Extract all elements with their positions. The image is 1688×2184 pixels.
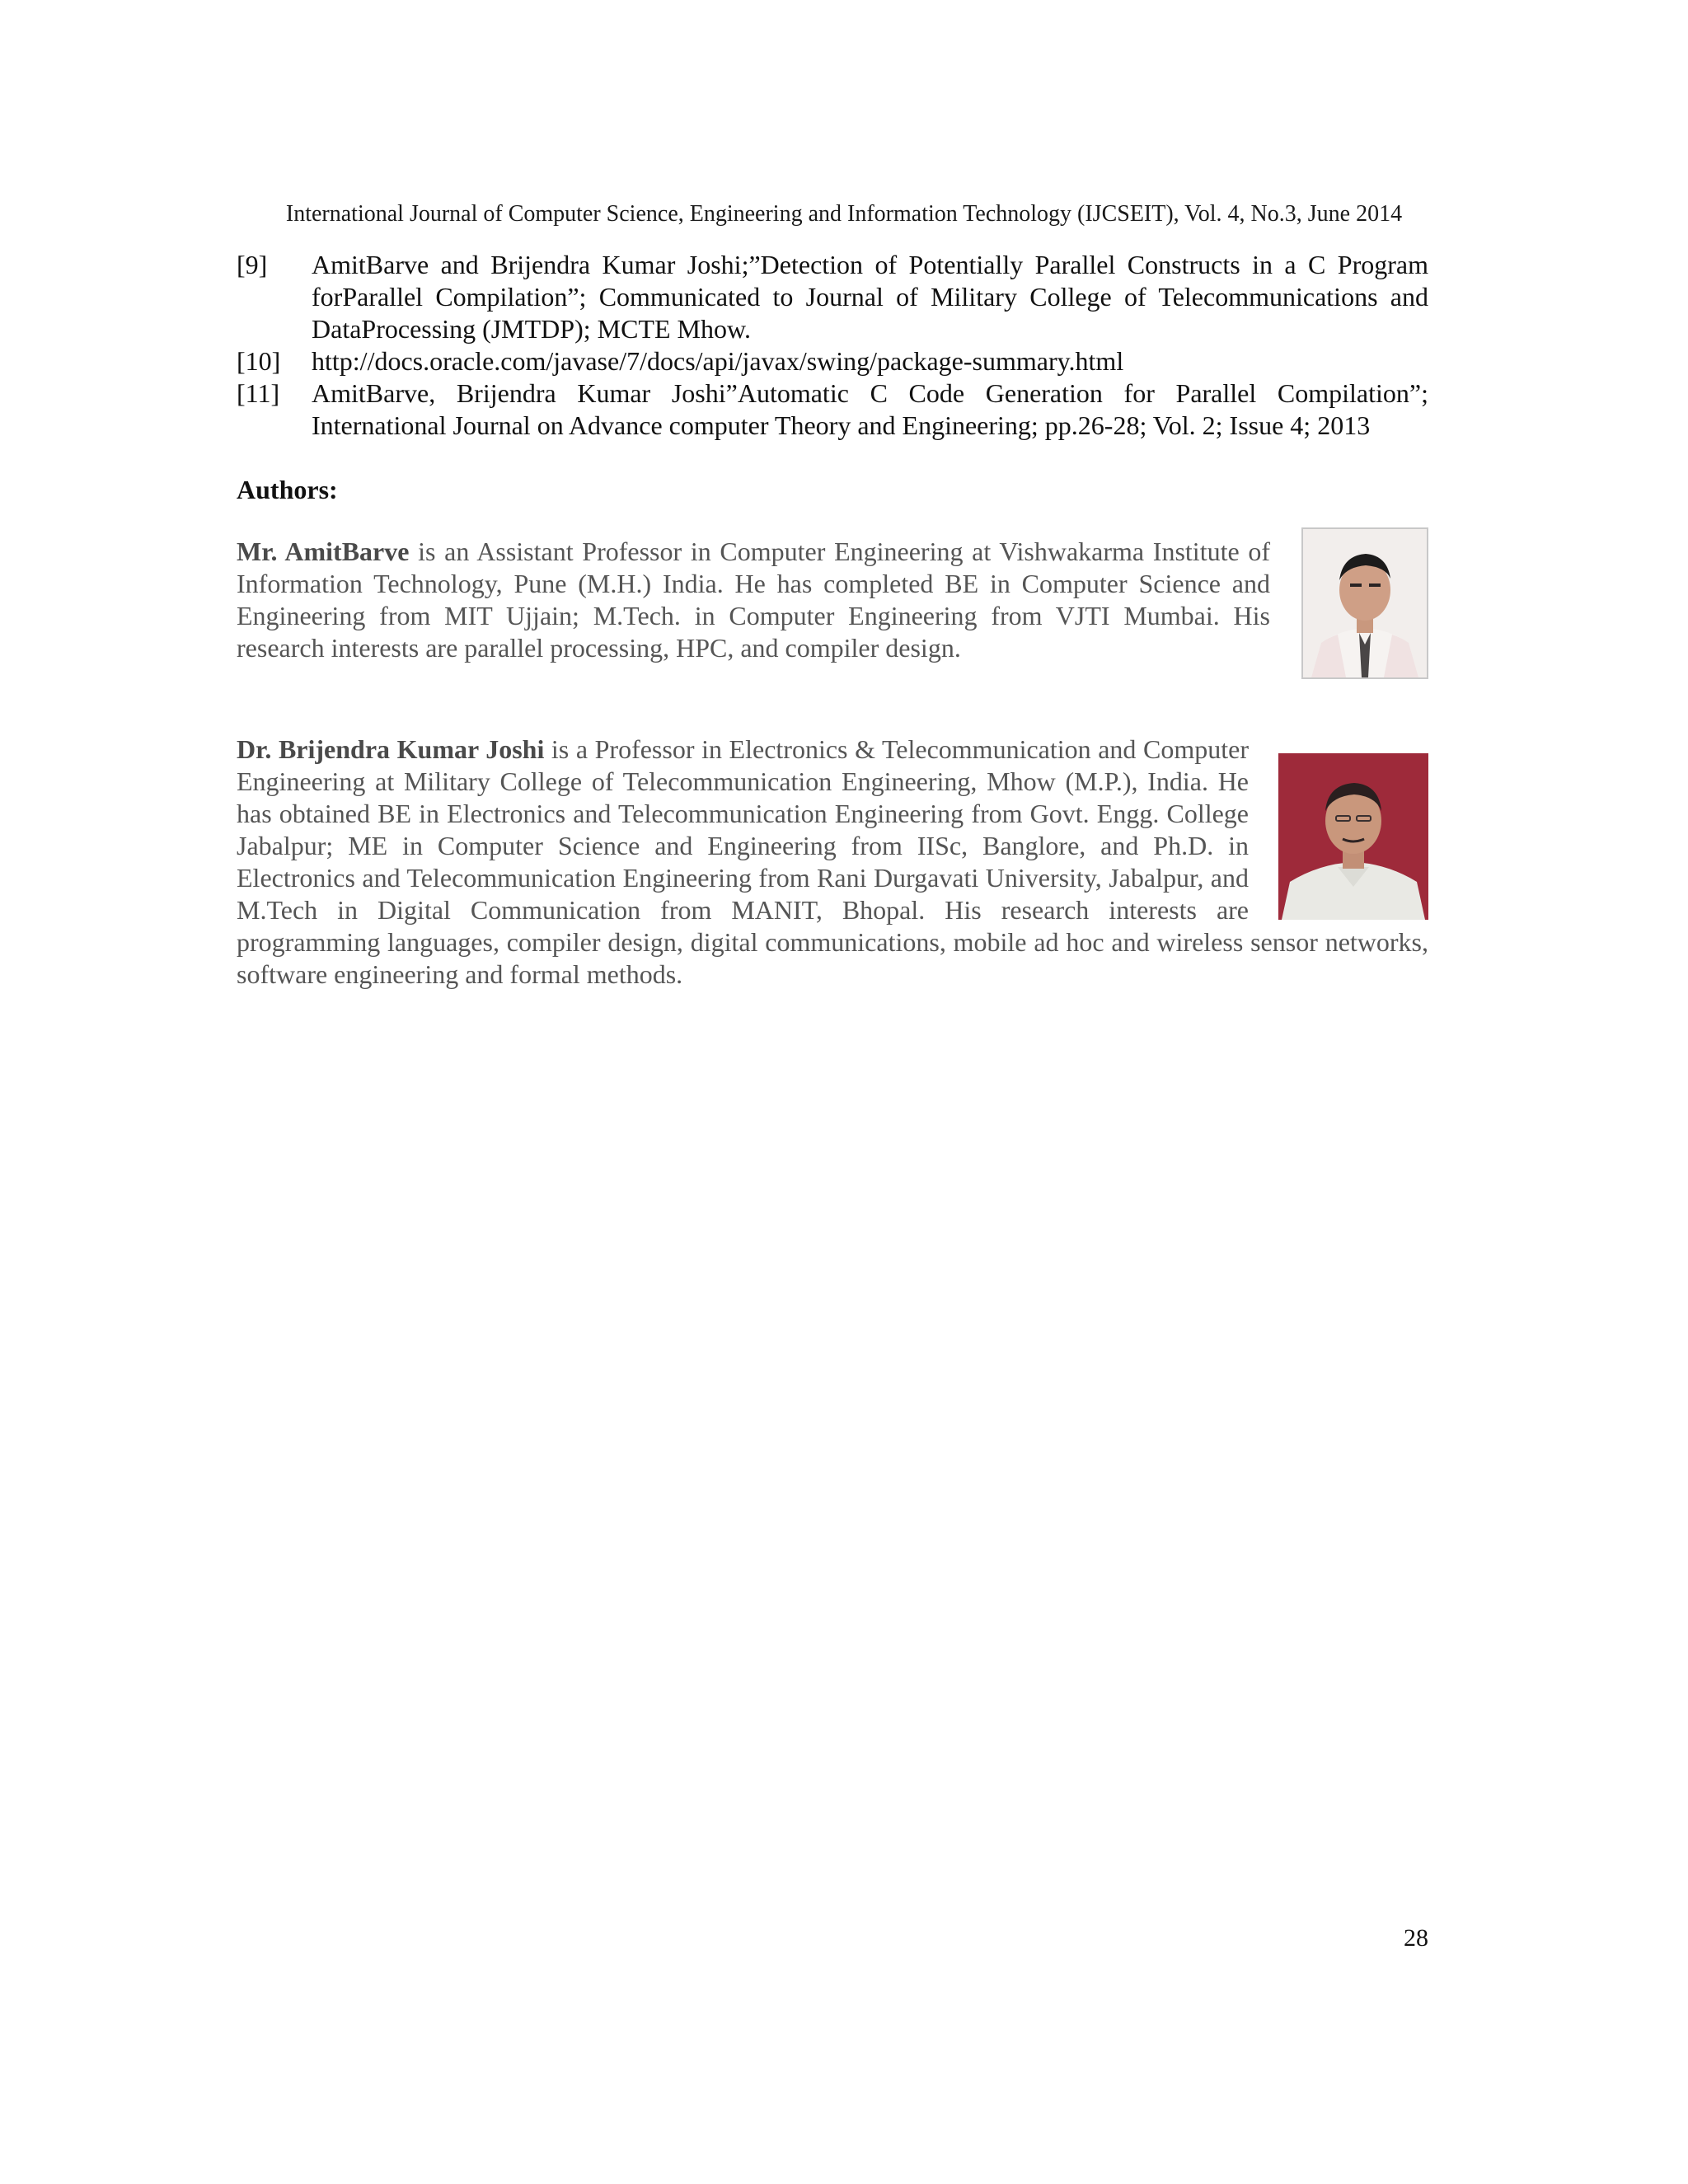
author-description: is a Professor in Electronics & Telecommunication and Computer Engineering at Military College of Telecommunication Engineering, Mhow (M.P.), India. He has obtained BE in Electronics and Telecommunication Engineering from Govt. Engg. College Jabalpur; ME in Computer Science and Engineering from IISc, Banglore, and Ph.D. in Electronics and Telecommunication Engineering from Rani Durgavati University, Jabalpur, and M.Tech in Digital Communication from MANIT, Bhopal. His research interests are programming languages, compiler design, digital communications, mobile ad hoc and wireless sensor networks, software engineering and formal methods. bbox=[237, 734, 1428, 989]
author-name: Dr. Brijendra Kumar Joshi bbox=[237, 734, 545, 764]
author-bio bbox=[237, 733, 1428, 991]
reference-number: [11] bbox=[237, 378, 280, 408]
reference-text: AmitBarve, Brijendra Kumar Joshi”Automatic C Code Generation for Parallel Compilation”; International Journal on Advance computer Theory and Engineering; pp.26-28; Vol. 2; Issue 4; 2013 bbox=[312, 378, 1428, 440]
author-bio bbox=[237, 536, 1428, 686]
reference-list bbox=[237, 249, 1428, 442]
authors-heading: Authors: bbox=[237, 475, 338, 504]
reference-item bbox=[237, 377, 1428, 442]
page-number: 28 bbox=[1404, 1924, 1428, 1952]
running-header: International Journal of Computer Science, Engineering and Information Technology (IJCSEIT), Vol. 4, No.3, June 2014 bbox=[285, 201, 1403, 227]
author-name: Mr. AmitBarve bbox=[237, 537, 410, 566]
reference-number: [10] bbox=[237, 346, 281, 376]
author-photo bbox=[1301, 527, 1428, 679]
reference-text: AmitBarve and Brijendra Kumar Joshi;”Detection of Potentially Parallel Constructs in a C Program forParallel Compilation”; Communicated to Journal of Military College of Telecommunications and DataProcessing (JMTDP); MCTE Mhow. bbox=[312, 250, 1428, 344]
reference-item bbox=[237, 345, 1428, 377]
author-photo bbox=[1278, 753, 1428, 920]
author-description: is an Assistant Professor in Computer Engineering at Vishwakarma Institute of Information Technology, Pune (M.H.) India. He has completed BE in Computer Science and Engineering from MIT Ujjain; M.Tech. in Computer Engineering from VJTI Mumbai. His research interests are parallel processing, HPC, and compiler design. bbox=[237, 537, 1271, 663]
reference-item bbox=[237, 249, 1428, 345]
reference-url: http://docs.oracle.com/javase/7/docs/api/javax/swing/package-summary.html bbox=[312, 346, 1124, 376]
reference-number: [9] bbox=[237, 250, 268, 279]
